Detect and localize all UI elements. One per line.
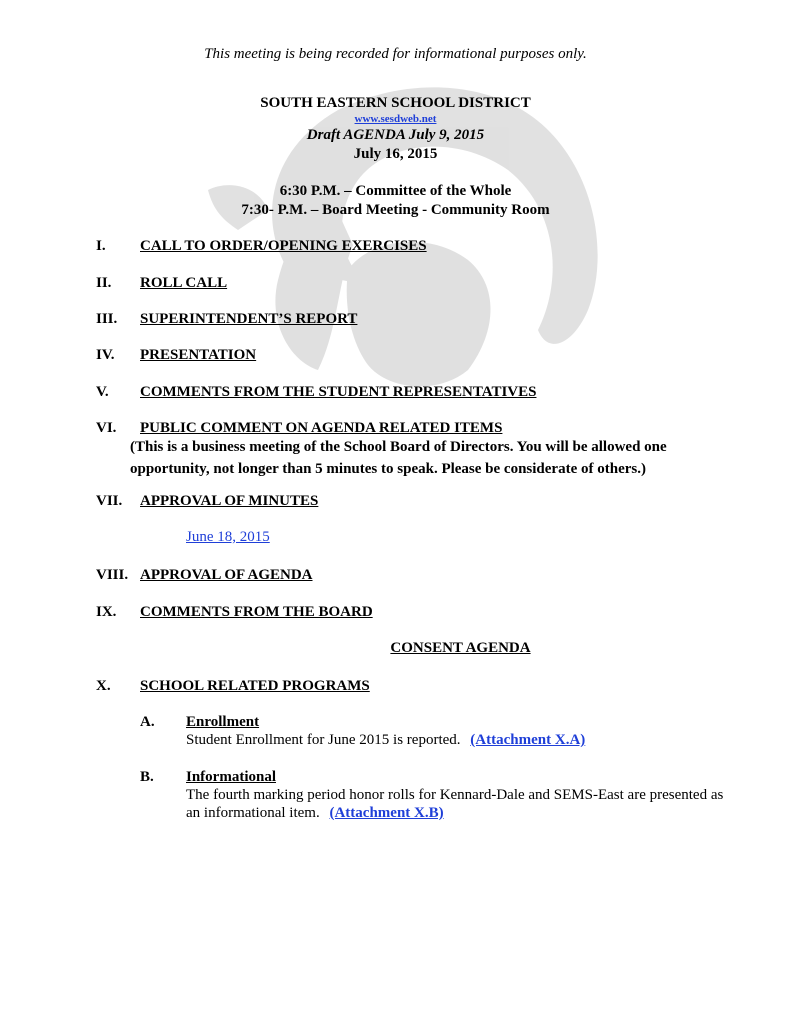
meeting-date: July 16, 2015 — [353, 146, 438, 162]
consent-agenda-heading: CONSENT AGENDA — [390, 640, 531, 656]
subitem-letter: A. — [140, 714, 155, 730]
item-label: CALL TO ORDER/OPENING EXERCISES — [140, 238, 427, 254]
subitem-title: Enrollment — [186, 714, 260, 730]
recording-notice: This meeting is being recorded for informational purposes only. — [204, 46, 587, 62]
board-meeting-time: 7:30- P.M. – Board Meeting - Community Room — [241, 202, 550, 218]
item-number: X. — [96, 678, 111, 694]
item-label: ROLL CALL — [140, 275, 228, 291]
subitem-letter: B. — [140, 769, 154, 785]
item-label: SUPERINTENDENT’S REPORT — [140, 311, 358, 327]
subitem-text: an informational item. — [186, 805, 320, 821]
note-line: opportunity, not longer than 5 minutes to speak. Please be considerate of others.) — [130, 461, 646, 477]
public-comment-note — [130, 436, 730, 480]
minutes-link[interactable]: June 18, 2015 — [186, 529, 270, 545]
district-name: SOUTH EASTERN SCHOOL DISTRICT — [260, 95, 531, 111]
item-number: IV. — [96, 347, 115, 363]
subitem-title: Informational — [186, 769, 276, 785]
attachment-link[interactable]: (Attachment X.B) — [329, 805, 444, 821]
draft-agenda-label: Draft AGENDA July 9, 2015 — [306, 127, 485, 143]
subitem-text: The fourth marking period honor rolls for Kennard-Dale and SEMS-East are presented as — [186, 787, 724, 803]
item-number: VIII. — [96, 567, 129, 583]
note-line: (This is a business meeting of the School Board of Directors. You will be allowed one — [130, 439, 667, 455]
attachment-link[interactable]: (Attachment X.A) — [470, 732, 586, 748]
item-number: II. — [96, 275, 112, 291]
item-label: PRESENTATION — [140, 347, 257, 363]
district-website-link[interactable]: www.sesdweb.net — [354, 113, 437, 125]
item-number: VII. — [96, 493, 123, 509]
item-number: III. — [96, 311, 118, 327]
subitem-description — [186, 786, 746, 822]
item-label: APPROVAL OF AGENDA — [140, 567, 313, 583]
committee-time: 6:30 P.M. – Committee of the Whole — [279, 183, 512, 199]
subitem-description — [186, 731, 746, 749]
item-number: I. — [96, 238, 106, 254]
item-label: APPROVAL OF MINUTES — [140, 493, 319, 509]
item-number: VI. — [96, 420, 117, 436]
subitem-text: Student Enrollment for June 2015 is reported. — [186, 732, 461, 748]
item-number: V. — [96, 384, 109, 400]
item-label: PUBLIC COMMENT ON AGENDA RELATED ITEMS — [140, 420, 503, 436]
item-label: COMMENTS FROM THE STUDENT REPRESENTATIVES — [140, 384, 537, 400]
item-number: IX. — [96, 604, 117, 620]
item-label: SCHOOL RELATED PROGRAMS — [140, 678, 370, 694]
item-label: COMMENTS FROM THE BOARD — [140, 604, 373, 620]
